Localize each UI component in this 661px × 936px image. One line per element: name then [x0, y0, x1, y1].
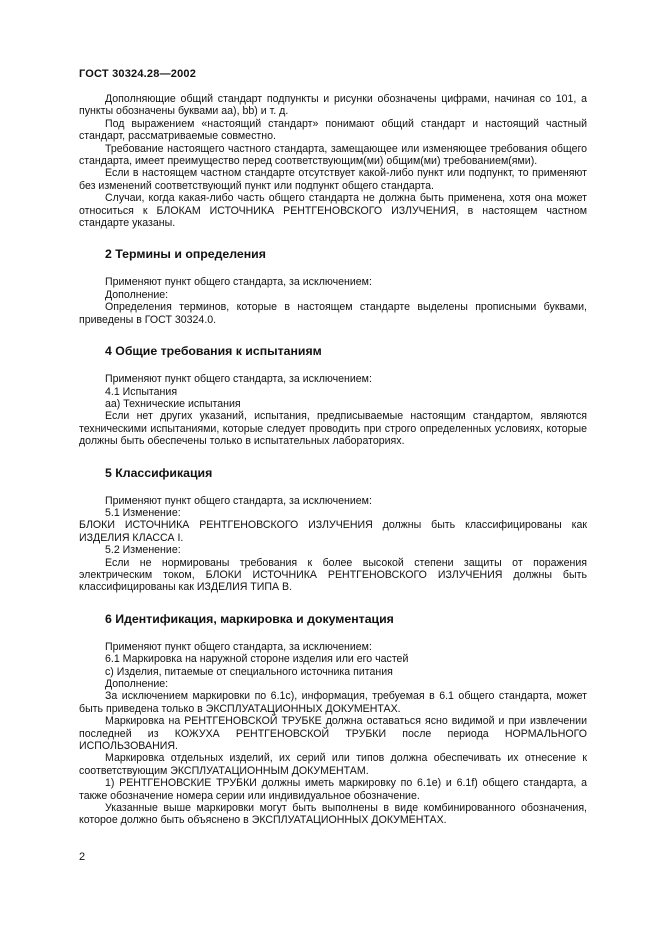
section-paragraph: 1) РЕНТГЕНОВСКИЕ ТРУБКИ должны иметь маркировку по 6.1e) и 6.1f) общего стандарта, а также обозначение номера серии или индивидуальное обозначение.: [79, 777, 587, 802]
document-body: [79, 93, 587, 827]
section-paragraph: 4.1 Испытания: [105, 385, 178, 398]
intro-paragraph: Под выражением «настоящий стандарт» понимают общий стандарт и настоящий частный стандарт, рассматриваемые совместно.: [79, 117, 587, 143]
section-paragraph: Маркировка на РЕНТГЕНОВСКОЙ ТРУБКЕ должна оставаться ясно видимой и при извлечении последней из КОЖУХА РЕНТГЕНОВСКОЙ ТРУБКИ после периода НОРМАЛЬНОГО ИСПОЛЬЗОВАНИЯ.: [79, 715, 587, 753]
section-paragraph: Применяют пункт общего стандарта, за исключением:: [105, 276, 372, 289]
section-heading: 4 Общие требования к испытаниям: [105, 344, 322, 359]
intro-paragraph: Дополняющие общий стандарт подпункты и рисунки обозначены цифрами, начиная со 101, а пункты обозначены буквами aa), bb) и т. д.: [79, 93, 587, 118]
section-heading: 5 Классификация: [105, 465, 213, 480]
intro-paragraph: Случаи, когда какая-либо часть общего стандарта не должна быть применена, хотя она может относиться к БЛОКАМ ИСТОЧНИКА РЕНТГЕНОВСКОГО ИЗЛУЧЕНИЯ, в настоящем частном стандарте указаны.: [79, 192, 587, 230]
section-paragraph: c) Изделия, питаемые от специального источника питания: [105, 665, 393, 678]
intro-paragraph: Если в настоящем частном стандарте отсутствует какой-либо пункт или подпункт, то применяют без изменений соответствующий пункт или подпункт общего стандарта.: [79, 167, 587, 192]
section-paragraph: Дополнение:: [105, 678, 169, 690]
section-paragraph: 5.2 Изменение:: [105, 544, 181, 557]
section-paragraph: За исключением маркировки по 6.1c), информация, требуемая в 6.1 общего стандарта, может быть приведена только в ЭКСПЛУАТАЦИОННЫХ ДОКУМЕНТАХ.: [79, 690, 587, 715]
section-paragraph: Если нет других указаний, испытания, предписываемые настоящим стандартом, являются техническими испытаниями, которые следует проводить при строго определенных условиях, которые должны быть обеспечены только в испытательных лабораториях.: [79, 410, 587, 448]
section-heading: 6 Идентификация, маркировка и документация: [105, 611, 394, 626]
document-header: ГОСТ 30324.28—2002: [79, 68, 197, 80]
section-paragraph: Применяют пункт общего стандарта, за исключением:: [105, 494, 372, 507]
page-number: 2: [79, 851, 86, 863]
section-heading: 2 Термины и определения: [105, 247, 266, 262]
intro-block: [79, 93, 587, 229]
section-paragraph: 6.1 Маркировка на наружной стороне изделия или его частей: [105, 653, 409, 666]
intro-paragraph: Требование настоящего частного стандарта, замещающее или изменяющее требования общего стандарта, имеет преимущество перед соответствующим(ми) общим(ми) требованием(ями).: [79, 142, 587, 168]
section-paragraph: 5.1 Изменение:: [105, 506, 181, 519]
section-paragraph: Указанные выше маркировки могут быть выполнены в виде комбинированного обозначения, которое должно быть объяснено в ЭКСПЛУАТАЦИОННЫХ ДОКУМЕНТАХ.: [79, 802, 587, 827]
section-paragraph: Если не нормированы требования к более высокой степени защиты от поражения электрическим током, БЛОКИ ИСТОЧНИКА РЕНТГЕНОВСКОГО ИЗЛУЧЕНИЯ должны быть классифицированы как ИЗДЕЛИЯ ТИПА B.: [79, 556, 587, 594]
section-paragraph: Дополнение:: [105, 288, 169, 301]
section-paragraph: Применяют пункт общего стандарта, за исключением:: [105, 640, 372, 653]
section-paragraph: Определения терминов, которые в настоящем стандарте выделены прописными буквами, приведены в ГОСТ 30324.0.: [79, 301, 587, 326]
section-paragraph: БЛОКИ ИСТОЧНИКА РЕНТГЕНОВСКОГО ИЗЛУЧЕНИЯ должны быть классифицированы как ИЗДЕЛИЯ КЛАССА I.: [79, 519, 587, 544]
sections-block: [79, 229, 587, 826]
section-paragraph: aa) Технические испытания: [105, 397, 241, 410]
section-paragraph: Маркировка отдельных изделий, их серий или типов должна обеспечивать их отнесение к соответствующим ЭКСПЛУАТАЦИОННЫМ ДОКУМЕНТАМ.: [79, 752, 587, 777]
section-paragraph: Применяют пункт общего стандарта, за исключением:: [105, 373, 372, 386]
